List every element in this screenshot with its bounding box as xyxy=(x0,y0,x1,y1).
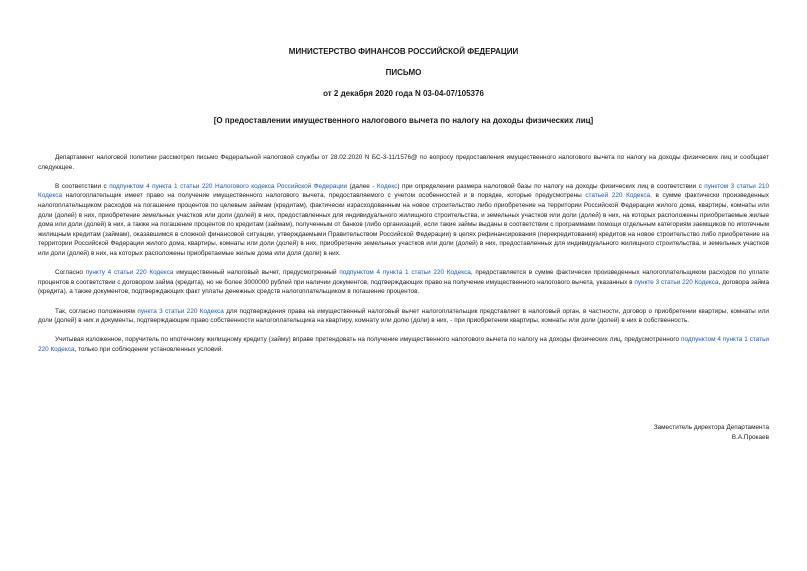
letter-body xyxy=(38,153,769,364)
paragraph-1: Департамент налоговой политики рассмотрел письмо Федеральной налоговой службы от 28.02.2020 N БС-3-11/1576@ по вопросу предоставления имущественного налогового вычета по налогу на доходы физических лиц и сообщает следующее. xyxy=(38,154,769,171)
link-subpoint-4-point-1-article-220[interactable]: подпунктом 4 пункта 1 статьи 220 Кодекса xyxy=(339,269,471,277)
document-type: ПИСЬМО xyxy=(385,68,422,77)
paragraph-2: В соответствии с подпунктом 4 пункта 1 статьи 220 Налогового кодекса Российской Федерации (далее - Кодекс) при определении размера налоговой базы по налогу на доходы физических лиц в соответствии с пунктом 3 статьи 210 Кодекса налогоплательщик имеет право на получение имущественного налогового вычета, предоставляемого с учетом особенностей и в порядке, которые предусмотрены статьей 220 Кодекса, в сумме фактически произведенных налогоплательщиком расходов на погашение процентов по целевым займам (кредитам), фактически израсходованным на новое строительство либо приобретение на территории Российской Федерации жилого дома, квартиры, комнаты или доли (долей) в них, приобретение земельных участков или доли (долей) в них, предоставленных для индивидуального жилищного строительства, и земельных участков или доли (долей) в них, на которых расположены приобретаемые жилые дома или доли (долей) в них, а также на погашение процентов по кредитам (займам), полученным от банков (либо организаций, если такие займы выданы в соответствии с программами помощи отдельным категориям заемщиков по ипотечным жилищным кредитам (займам), оказавшимся в сложной финансовой ситуации, утверждаемыми Правительством Российской Федерации) в целях рефинансирования (перекредитования) кредитов на новое строительство либо приобретение на территории Российской Федерации жилого дома, квартиры, комнаты или доли (долей) в них, приобретение земельных участков или доли (долей) в них, предоставленных для индивидуального жилищного строительства, и земельных участков или доли (долей) в них, на которых расположены приобретаемые жилые дома или доля (доли) в них. xyxy=(38,182,770,257)
link-code[interactable]: Кодекс xyxy=(376,182,398,190)
link-subpoint-4-point-1-article-220-tax-code[interactable]: подпунктом 4 пункта 1 статьи 220 Налогового кодекса Российской Федерации xyxy=(109,182,348,190)
link-point-4-article-220[interactable]: пункту 4 статьи 220 Кодекса xyxy=(85,269,174,277)
link-point-3-article-220-b[interactable]: пункта 3 статьи 220 Кодекса xyxy=(137,307,224,315)
signatory-position: Заместитель директора Департамента xyxy=(653,424,769,431)
paragraph-3: Согласно пункту 4 статьи 220 Кодекса имущественный налоговый вычет, предусмотренный подпунктом 4 пункта 1 статьи 220 Кодекса, предоставляется в сумме фактически произведенных налогоплательщиком расходов по уплате процентов в соответствии с договором займа (кредита), но не более 3000000 рублей при наличии документов, подтверждающих право на получение имущественного налогового вычета, указанных в пункте 3 статьи 220 Кодекса, договора займа (кредита), а также документов, подтверждающих факт уплаты денежных средств налогоплательщиком в погашение процентов. xyxy=(38,269,770,296)
link-point-3-article-210[interactable]: пунктом 3 статьи 210 Кодекса xyxy=(38,182,770,200)
paragraph-4: Так, согласно положениям пункта 3 статьи 220 Кодекса для подтверждения права на имущественный налоговый вычет налогоплательщик представляет в налоговый орган, в частности, договор о приобретении квартиры, комнаты или доли (долей) в них и документы, подтверждающие право собственности налогоплательщика на квартиру, комнату или долю (доли) в них, - при приобретении квартиры, комнаты или доли (долей) в них в собственность. xyxy=(38,307,769,325)
signature-block xyxy=(654,423,769,442)
ministry-heading: МИНИСТЕРСТВО ФИНАНСОВ РОССИЙСКОЙ ФЕДЕРАЦИИ xyxy=(288,47,519,56)
link-article-220[interactable]: статьей 220 Кодекса xyxy=(585,192,651,200)
link-point-3-article-220[interactable]: пункте 3 статьи 220 Кодекса xyxy=(634,278,719,286)
document-date-number: от 2 декабря 2020 года N 03-04-07/105376 xyxy=(323,89,484,98)
link-subpoint-4-point-1-article-220-b[interactable]: подпунктом 4 пункта 1 статьи 220 Кодекса xyxy=(38,336,769,353)
signatory-name: В.А.Прокаев xyxy=(731,433,769,441)
document-subject: [О предоставлении имущественного налогового вычета по налогу на доходы физических лиц] xyxy=(213,116,594,125)
paragraph-5: Учитывая изложенное, поручитель по ипотечному жилищному кредиту (займу) вправе претендовать на получение имущественного налогового вычета по налогу на доходы физических лиц, предусмотренного подпунктом 4 пункта 1 статьи 220 Кодекса, только при соблюдении установленных условий. xyxy=(38,336,769,353)
